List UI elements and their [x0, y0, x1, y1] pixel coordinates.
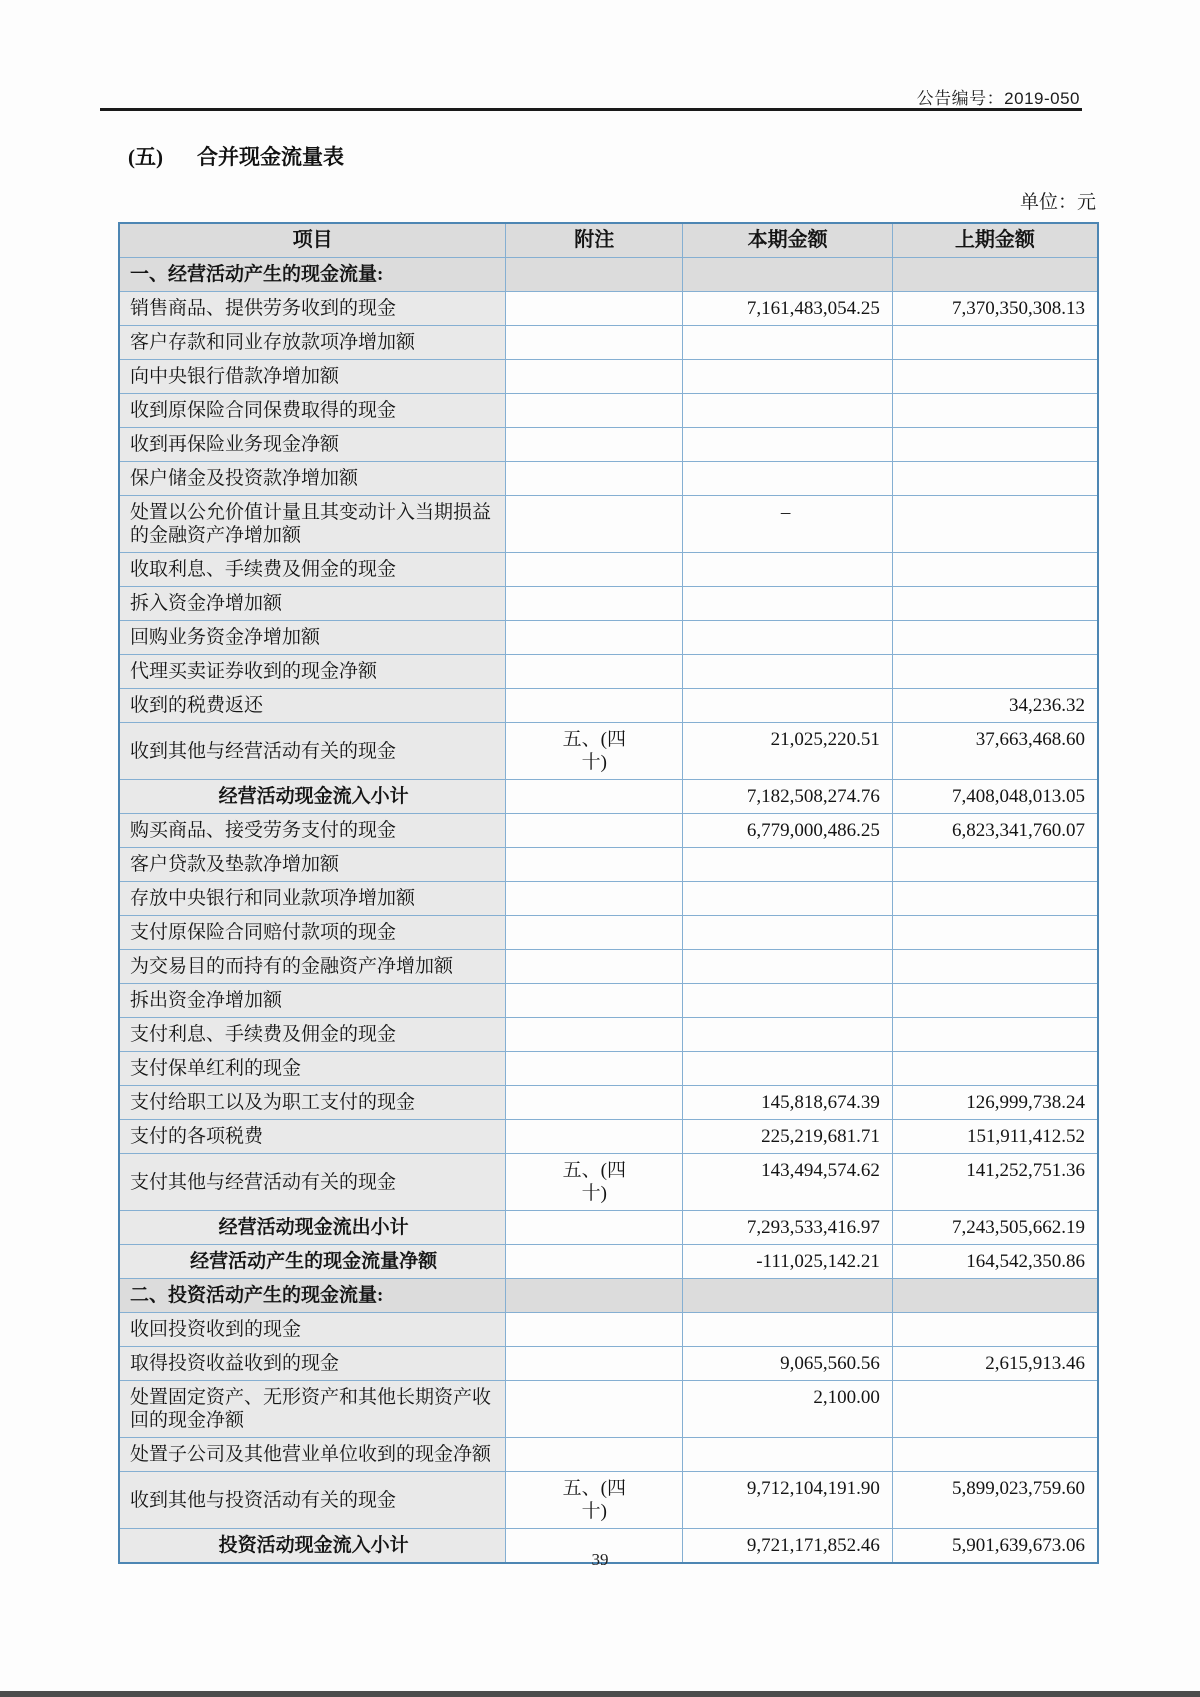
prior-amount-cell	[892, 1052, 1098, 1086]
current-amount-cell: 9,712,104,191.90	[683, 1472, 893, 1529]
prior-amount-cell	[892, 848, 1098, 882]
table-row	[119, 1313, 1098, 1347]
item-label-cell: 支付保单红利的现金	[119, 1052, 506, 1086]
item-label-cell: 收到的税费返还	[119, 689, 506, 723]
current-amount-cell: 9,065,560.56	[683, 1347, 893, 1381]
table-row	[119, 360, 1098, 394]
note-cell	[506, 394, 683, 428]
note-cell	[506, 496, 683, 553]
item-label-cell: 客户存款和同业存放款项净增加额	[119, 326, 506, 360]
prior-amount-cell	[892, 950, 1098, 984]
current-amount-cell	[683, 984, 893, 1018]
current-amount-cell	[683, 950, 893, 984]
prior-amount-cell: 7,243,505,662.19	[892, 1211, 1098, 1245]
note-cell	[506, 780, 683, 814]
item-label-cell: 支付给职工以及为职工支付的现金	[119, 1086, 506, 1120]
current-amount-cell	[683, 553, 893, 587]
table-row	[119, 292, 1098, 326]
prior-amount-cell	[892, 553, 1098, 587]
prior-amount-cell	[892, 1438, 1098, 1472]
item-label-cell: 支付的各项税费	[119, 1120, 506, 1154]
table-row	[119, 553, 1098, 587]
current-amount-cell: 7,293,533,416.97	[683, 1211, 893, 1245]
note-text: 五、(四十)	[562, 729, 626, 773]
header-rule	[100, 108, 1082, 111]
prior-amount-cell	[892, 621, 1098, 655]
note-cell	[506, 814, 683, 848]
prior-amount-cell: 7,408,048,013.05	[892, 780, 1098, 814]
prior-amount-cell: 2,615,913.46	[892, 1347, 1098, 1381]
cash-flow-table	[118, 222, 1099, 1564]
table-row	[119, 1347, 1098, 1381]
item-label-cell: 处置子公司及其他营业单位收到的现金净额	[119, 1438, 506, 1472]
current-amount-cell	[683, 621, 893, 655]
prior-amount-cell: 126,999,738.24	[892, 1086, 1098, 1120]
current-amount-cell	[683, 394, 893, 428]
note-cell	[506, 587, 683, 621]
item-label-cell: 经营活动现金流入小计	[119, 780, 506, 814]
note-cell	[506, 984, 683, 1018]
item-label-cell: 经营活动现金流出小计	[119, 1211, 506, 1245]
current-amount-cell	[683, 1279, 893, 1313]
prior-amount-cell	[892, 655, 1098, 689]
note-cell	[506, 1018, 683, 1052]
prior-amount-cell: 5,901,639,673.06	[892, 1529, 1098, 1564]
table-row	[119, 723, 1098, 780]
note-cell	[506, 916, 683, 950]
prior-amount-cell	[892, 394, 1098, 428]
item-label-cell: 收回投资收到的现金	[119, 1313, 506, 1347]
note-text: 五、(四十)	[562, 1478, 626, 1522]
note-cell	[506, 1154, 683, 1211]
current-amount-cell	[683, 258, 893, 292]
prior-amount-cell	[892, 1279, 1098, 1313]
announcement-number: 公告编号：2019-050	[916, 89, 1080, 108]
section-title-index: (五)	[128, 145, 163, 169]
current-amount-cell	[683, 1438, 893, 1472]
table-row	[119, 394, 1098, 428]
prior-amount-cell	[892, 587, 1098, 621]
table-row	[119, 1018, 1098, 1052]
item-label-cell: 拆出资金净增加额	[119, 984, 506, 1018]
current-amount-cell: 7,161,483,054.25	[683, 292, 893, 326]
table-row	[119, 916, 1098, 950]
current-amount-cell: 2,100.00	[683, 1381, 893, 1438]
note-cell	[506, 1347, 683, 1381]
table-row	[119, 326, 1098, 360]
note-cell	[506, 1381, 683, 1438]
column-header-note: 附注	[506, 223, 683, 258]
prior-amount-cell	[892, 1313, 1098, 1347]
note-cell	[506, 621, 683, 655]
note-cell	[506, 1313, 683, 1347]
table-row	[119, 655, 1098, 689]
table-header-row	[119, 223, 1098, 258]
table-row	[119, 1154, 1098, 1211]
note-cell	[506, 326, 683, 360]
prior-amount-cell	[892, 258, 1098, 292]
current-amount-cell: –	[683, 496, 893, 553]
item-label-cell: 支付其他与经营活动有关的现金	[119, 1154, 506, 1211]
note-cell	[506, 1086, 683, 1120]
table-row	[119, 848, 1098, 882]
current-amount-cell	[683, 587, 893, 621]
prior-amount-cell	[892, 326, 1098, 360]
note-cell	[506, 462, 683, 496]
table-row	[119, 1472, 1098, 1529]
item-label-cell: 经营活动产生的现金流量净额	[119, 1245, 506, 1279]
unit-label: 单位：元	[1019, 192, 1096, 213]
item-label-cell: 收到其他与投资活动有关的现金	[119, 1472, 506, 1529]
table-row	[119, 1086, 1098, 1120]
item-label-cell: 处置固定资产、无形资产和其他长期资产收回的现金净额	[119, 1381, 506, 1438]
item-label-cell: 支付原保险合同赔付款项的现金	[119, 916, 506, 950]
table-row	[119, 1052, 1098, 1086]
column-header-item: 项目	[119, 223, 506, 258]
table-row	[119, 462, 1098, 496]
item-label-cell: 支付利息、手续费及佣金的现金	[119, 1018, 506, 1052]
item-label-cell: 收到再保险业务现金净额	[119, 428, 506, 462]
item-label-cell: 拆入资金净增加额	[119, 587, 506, 621]
note-cell	[506, 723, 683, 780]
current-amount-cell: -111,025,142.21	[683, 1245, 893, 1279]
prior-amount-cell: 5,899,023,759.60	[892, 1472, 1098, 1529]
prior-amount-cell: 151,911,412.52	[892, 1120, 1098, 1154]
table-row	[119, 882, 1098, 916]
prior-amount-cell: 141,252,751.36	[892, 1154, 1098, 1211]
current-amount-cell: 143,494,574.62	[683, 1154, 893, 1211]
current-amount-cell	[683, 326, 893, 360]
prior-amount-cell	[892, 1381, 1098, 1438]
page-bottom-edge	[0, 1691, 1200, 1697]
note-cell	[506, 1438, 683, 1472]
prior-amount-cell	[892, 1018, 1098, 1052]
current-amount-cell	[683, 1313, 893, 1347]
item-label-cell: 二、投资活动产生的现金流量:	[119, 1279, 506, 1313]
note-cell	[506, 1211, 683, 1245]
note-cell	[506, 1279, 683, 1313]
note-cell	[506, 882, 683, 916]
note-cell	[506, 689, 683, 723]
prior-amount-cell	[892, 984, 1098, 1018]
note-cell	[506, 292, 683, 326]
prior-amount-cell	[892, 916, 1098, 950]
item-label-cell: 回购业务资金净增加额	[119, 621, 506, 655]
current-amount-cell	[683, 689, 893, 723]
column-header-current-amount: 本期金额	[683, 223, 893, 258]
item-label-cell: 收到其他与经营活动有关的现金	[119, 723, 506, 780]
table-row	[119, 496, 1098, 553]
prior-amount-cell: 7,370,350,308.13	[892, 292, 1098, 326]
item-label-cell: 一、经营活动产生的现金流量:	[119, 258, 506, 292]
current-amount-cell: 225,219,681.71	[683, 1120, 893, 1154]
item-label-cell: 保户储金及投资款净增加额	[119, 462, 506, 496]
prior-amount-cell	[892, 496, 1098, 553]
prior-amount-cell: 6,823,341,760.07	[892, 814, 1098, 848]
current-amount-cell	[683, 882, 893, 916]
prior-amount-cell: 34,236.32	[892, 689, 1098, 723]
table-row	[119, 258, 1098, 292]
current-amount-cell	[683, 360, 893, 394]
table-row	[119, 814, 1098, 848]
item-label-cell: 投资活动现金流入小计	[119, 1529, 506, 1564]
note-cell	[506, 258, 683, 292]
note-cell	[506, 553, 683, 587]
section-title	[128, 141, 344, 171]
table-row	[119, 689, 1098, 723]
current-amount-cell: 145,818,674.39	[683, 1086, 893, 1120]
table-row	[119, 1279, 1098, 1313]
note-cell	[506, 1120, 683, 1154]
note-text: 五、(四十)	[562, 1160, 626, 1204]
prior-amount-cell	[892, 882, 1098, 916]
current-amount-cell	[683, 1052, 893, 1086]
prior-amount-cell: 164,542,350.86	[892, 1245, 1098, 1279]
current-amount-cell: 21,025,220.51	[683, 723, 893, 780]
prior-amount-cell	[892, 462, 1098, 496]
table-row	[119, 1245, 1098, 1279]
section-title-text: 合并现金流量表	[197, 145, 344, 169]
table-row	[119, 428, 1098, 462]
item-label-cell: 收取利息、手续费及佣金的现金	[119, 553, 506, 587]
note-cell	[506, 1245, 683, 1279]
item-label-cell: 存放中央银行和同业款项净增加额	[119, 882, 506, 916]
prior-amount-cell	[892, 360, 1098, 394]
item-label-cell: 处置以公允价值计量且其变动计入当期损益的金融资产净增加额	[119, 496, 506, 553]
prior-amount-cell: 37,663,468.60	[892, 723, 1098, 780]
current-amount-cell	[683, 848, 893, 882]
current-amount-cell	[683, 462, 893, 496]
page-number: 39	[591, 1550, 609, 1569]
note-cell	[506, 655, 683, 689]
table-row	[119, 621, 1098, 655]
item-label-cell: 取得投资收益收到的现金	[119, 1347, 506, 1381]
current-amount-cell	[683, 655, 893, 689]
table-row	[119, 950, 1098, 984]
table-row	[119, 984, 1098, 1018]
note-cell	[506, 950, 683, 984]
table-row	[119, 1438, 1098, 1472]
note-cell	[506, 1472, 683, 1529]
column-header-prior-amount: 上期金额	[892, 223, 1098, 258]
current-amount-cell	[683, 916, 893, 950]
item-label-cell: 收到原保险合同保费取得的现金	[119, 394, 506, 428]
prior-amount-cell	[892, 428, 1098, 462]
table-row	[119, 587, 1098, 621]
item-label-cell: 销售商品、提供劳务收到的现金	[119, 292, 506, 326]
note-cell	[506, 848, 683, 882]
table-row	[119, 780, 1098, 814]
note-cell	[506, 360, 683, 394]
current-amount-cell	[683, 428, 893, 462]
table-row	[119, 1120, 1098, 1154]
note-cell	[506, 428, 683, 462]
table-row	[119, 1211, 1098, 1245]
item-label-cell: 向中央银行借款净增加额	[119, 360, 506, 394]
item-label-cell: 购买商品、接受劳务支付的现金	[119, 814, 506, 848]
current-amount-cell: 6,779,000,486.25	[683, 814, 893, 848]
item-label-cell: 为交易目的而持有的金融资产净增加额	[119, 950, 506, 984]
current-amount-cell: 7,182,508,274.76	[683, 780, 893, 814]
item-label-cell: 代理买卖证券收到的现金净额	[119, 655, 506, 689]
current-amount-cell	[683, 1018, 893, 1052]
table-row	[119, 1381, 1098, 1438]
current-amount-cell: 9,721,171,852.46	[683, 1529, 893, 1564]
item-label-cell: 客户贷款及垫款净增加额	[119, 848, 506, 882]
note-cell	[506, 1052, 683, 1086]
